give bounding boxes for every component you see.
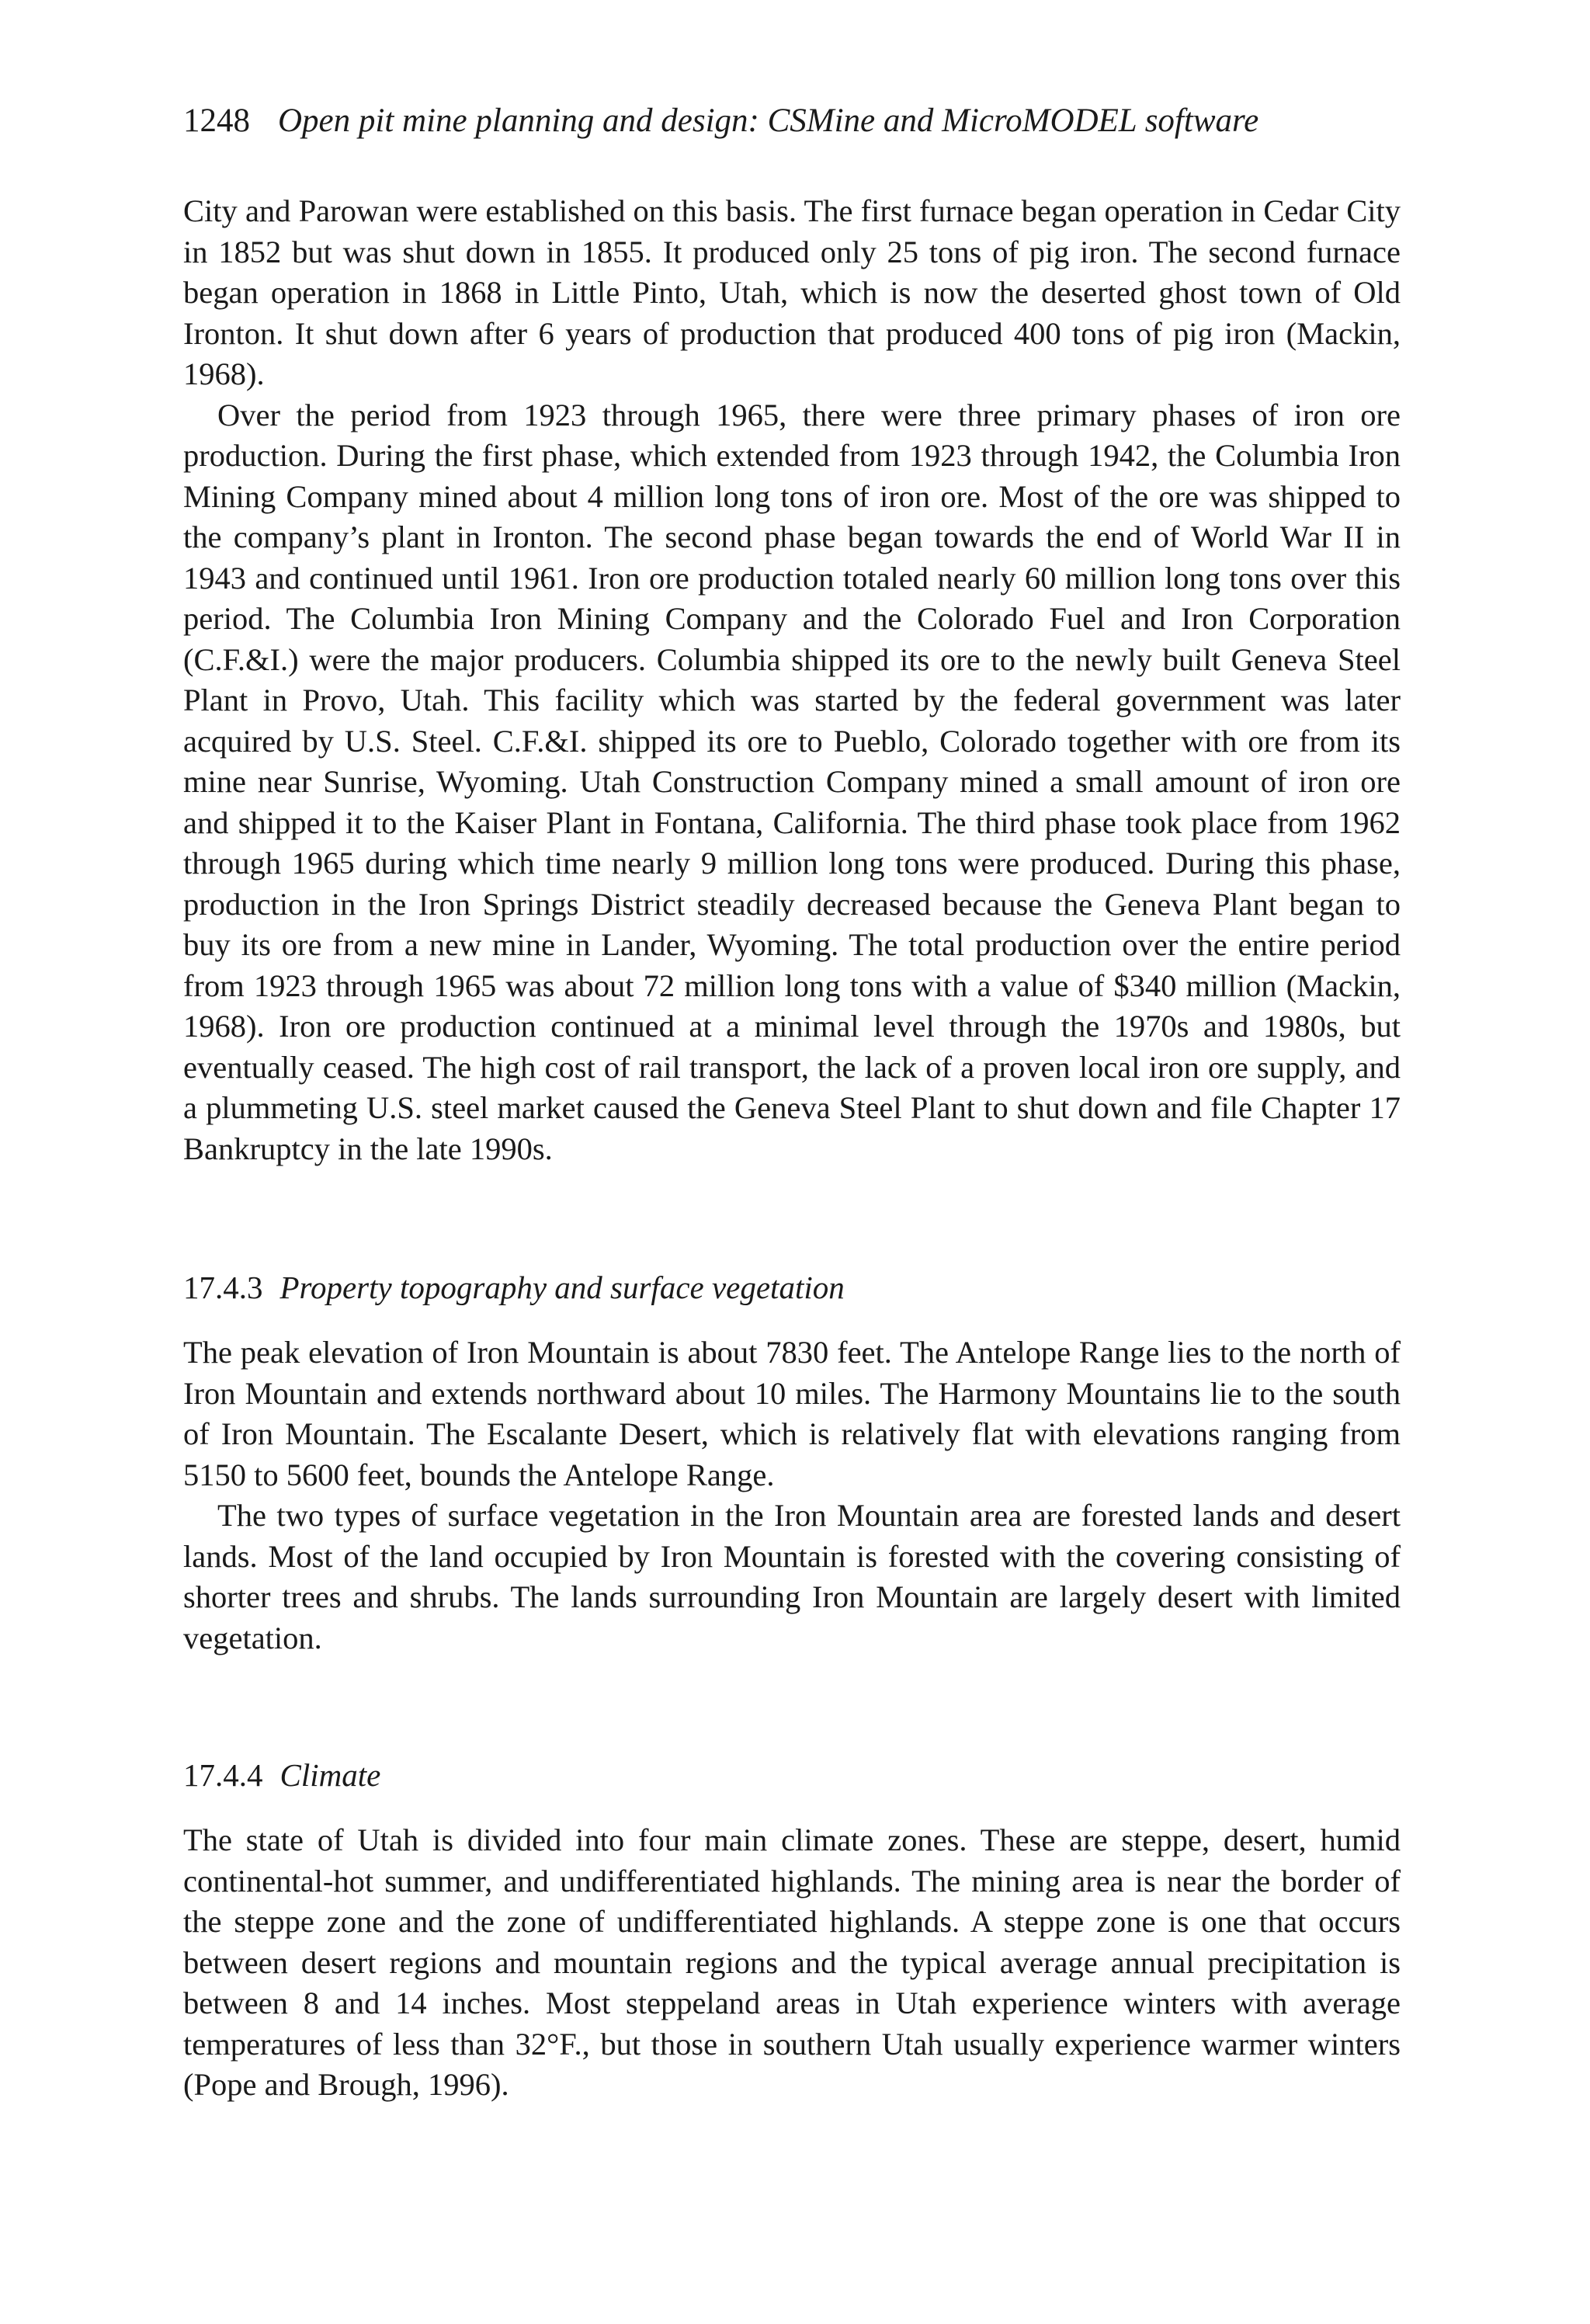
paragraph-production-phases: Over the period from 1923 through 1965, there were three primary phases of iron ore production. During the first phase, which extended from 1923 through 1942, the Columbia Iron Mining Company mined about 4 million long tons of iron ore. Most of the ore was shipped to the company’s plant in Ironton. The second phase began towards the end of World War II in 1943 and continued until 1961. Iron ore production totaled nearly 60 million long tons over this period. The Columbia Iron Mining Company and the Colorado Fuel and Iron Corporation (C.F.&I.) were the major producers. Columbia shipped its ore to the newly built Geneva Steel Plant in Provo, Utah. This facility which was started by the federal government was later acquired by U.S. Steel. C.F.&I. shipped its ore to Pueblo, Colorado together with ore from its mine near Sunrise, Wyoming. Utah Construction Company mined a small amount of iron ore and shipped it to the Kaiser Plant in Fontana, California. The third phase took place from 1962 through 1965 during which time nearly 9 million long tons were produced. During this phase, production in the Iron Springs District steadily decreased because the Geneva Plant began to buy its ore from a new mine in Lander, Wyoming. The total production over the entire period from 1923 through 1965 was about 72 million long tons with a value of $340 million (Mackin, 1968). Iron ore production continued at a minimal level through the 1970s and 1980s, but eventually ceased. The high cost of rail transport, the lack of a proven local iron ore supply, and a plummeting U.S. steel market caused the Geneva Steel Plant to shut down and file Chapter 17 Bankruptcy in the late 1990s.	[183, 397, 1401, 1166]
section-number: 17.4.3	[183, 1270, 263, 1305]
section-heading-climate	[183, 1755, 1401, 1795]
paragraph-furnaces: City and Parowan were established on this basis. The first furnace began operation in Cedar City in 1852 but was shut down in 1855. It produced only 25 tons of pig iron. The second furnace began operation in 1868 in Little Pinto, Utah, which is now the deserted ghost town of Old Ironton. It shut down after 6 years of production that produced 400 tons of pig iron (Mackin, 1968).	[183, 193, 1401, 391]
paragraph-climate-zones: The state of Utah is divided into four main climate zones. These are steppe, desert, humid continental-hot summer, and undifferentiated highlands. The mining area is near the border of the steppe zone and the zone of undifferentiated highlands. A steppe zone is one that occurs between desert regions and mountain regions and the typical average annual precipitation is between 8 and 14 inches. Most steppeland areas in Utah experience winters with average temperatures of less than 32°F., but those in southern Utah usually experience warmer winters (Pope and Brough, 1996).	[183, 1822, 1401, 2102]
book-page	[183, 99, 1401, 2106]
section-number: 17.4.4	[183, 1757, 263, 1793]
section-heading-topography	[183, 1267, 1401, 1308]
paragraph-vegetation: The two types of surface vegetation in the Iron Mountain area are forested lands and desert lands. Most of the land occupied by Iron Mountain is forested with the covering consisting of shorter trees and shrubs. The lands surrounding Iron Mountain are largely desert with limited vegetation.	[183, 1498, 1401, 1655]
running-head	[183, 99, 1401, 143]
section-title: Property topography and surface vegetation	[279, 1270, 845, 1305]
section-title: Climate	[279, 1757, 381, 1793]
page-number: 1248	[183, 102, 250, 139]
paragraph-elevation: The peak elevation of Iron Mountain is about 7830 feet. The Antelope Range lies to the north of Iron Mountain and extends northward about 10 miles. The Harmony Mountains lie to the south of Iron Mountain. The Escalante Desert, which is relatively flat with elevations ranging from 5150 to 5600 feet, bounds the Antelope Range.	[183, 1335, 1401, 1492]
running-head-title: Open pit mine planning and design: CSMine and MicroMODEL software	[278, 102, 1259, 139]
